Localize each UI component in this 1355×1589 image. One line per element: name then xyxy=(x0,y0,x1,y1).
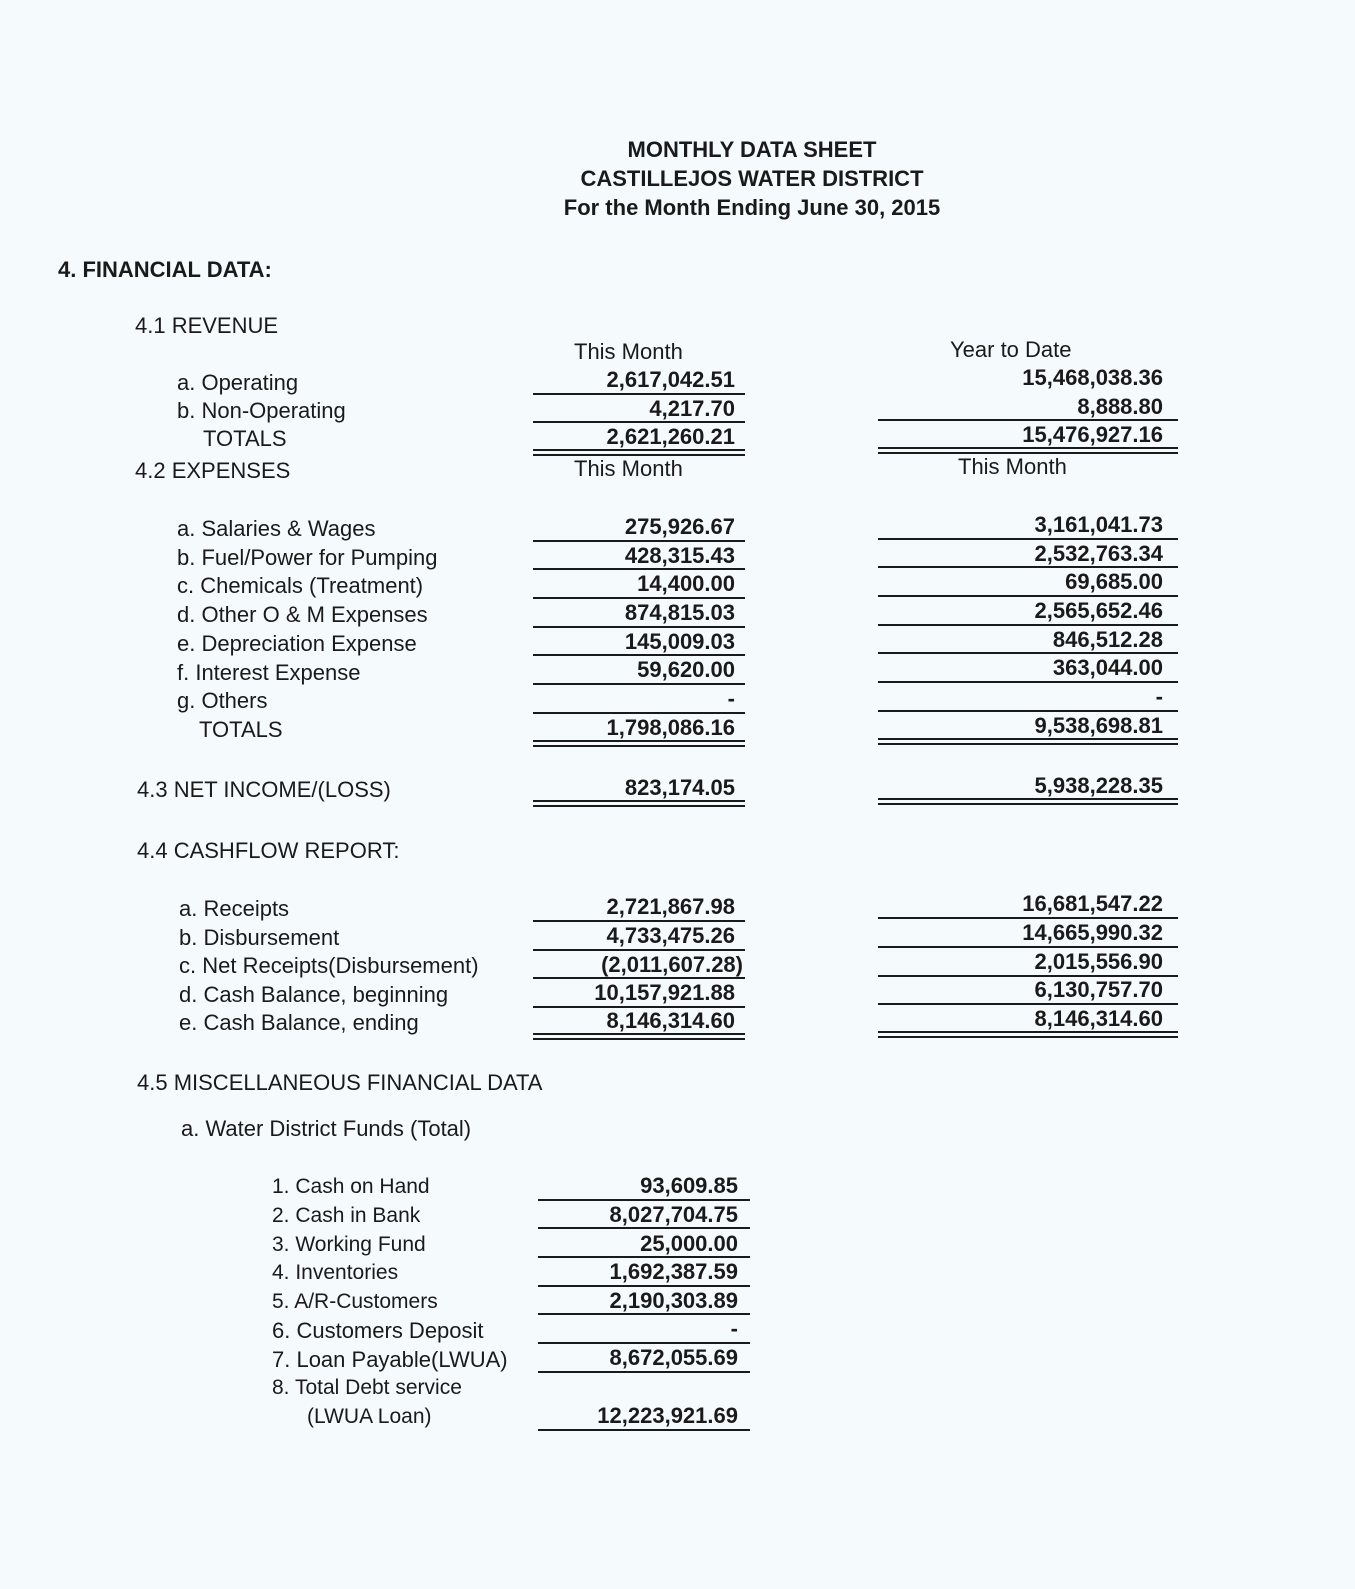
rule xyxy=(538,1313,750,1315)
row-ytd-value: 69,685.00 xyxy=(1065,569,1163,594)
rule xyxy=(878,946,1178,948)
row-label: f. Interest Expense xyxy=(177,660,361,685)
row-value: 8,027,704.75 xyxy=(609,1202,738,1227)
row-month-value: - xyxy=(727,686,735,711)
rule xyxy=(538,1342,750,1344)
row-ytd-value: 16,681,547.22 xyxy=(1022,891,1163,916)
rule xyxy=(878,652,1178,654)
row-value: 8,672,055.69 xyxy=(609,1345,738,1370)
row-month-value: 145,009.03 xyxy=(624,629,735,654)
row-label: 4. Inventories xyxy=(272,1261,399,1284)
row-value: 93,609.85 xyxy=(640,1173,738,1198)
row-month-value: 275,926.67 xyxy=(624,514,735,539)
row-month-value: 4,217.70 xyxy=(649,396,735,421)
revenue-title: 4.1 REVENUE xyxy=(135,313,279,338)
expenses-title: 4.2 EXPENSES xyxy=(135,458,291,483)
double-rule xyxy=(533,449,745,456)
rule xyxy=(538,1256,750,1258)
row-value: 1,692,387.59 xyxy=(609,1259,738,1284)
rule xyxy=(538,1199,750,1201)
row-label: b. Non-Operating xyxy=(177,398,346,423)
rule xyxy=(533,597,745,599)
misc-subtitle: a. Water District Funds (Total) xyxy=(181,1116,472,1141)
double-rule xyxy=(533,740,745,747)
rule xyxy=(878,538,1178,540)
row-value: 25,000.00 xyxy=(640,1231,738,1256)
row-label: 2. Cash in Bank xyxy=(272,1204,421,1227)
rule xyxy=(878,566,1178,568)
sheet-title: MONTHLY DATA SHEET xyxy=(627,137,877,162)
revenue-col-month: This Month xyxy=(574,339,683,364)
rule xyxy=(538,1429,750,1431)
rule xyxy=(533,683,745,685)
revenue-col-ytd: Year to Date xyxy=(950,337,1072,362)
row-month-value: 59,620.00 xyxy=(637,657,735,682)
row-ytd-value: - xyxy=(1155,684,1163,709)
row-label: 1. Cash on Hand xyxy=(272,1175,430,1198)
row-label: c. Net Receipts(Disbursement) xyxy=(179,953,479,978)
row-month-value: 10,157,921.88 xyxy=(594,980,735,1005)
rule xyxy=(533,568,745,570)
rule xyxy=(538,1285,750,1287)
rule xyxy=(878,681,1178,683)
row-label: d. Cash Balance, beginning xyxy=(179,982,449,1007)
rule xyxy=(533,977,745,979)
row-label: 3. Working Fund xyxy=(272,1233,426,1256)
row-ytd-value: 846,512.28 xyxy=(1052,627,1163,652)
double-rule xyxy=(878,798,1178,805)
totals-ytd-value: 15,476,927.16 xyxy=(1022,422,1163,447)
totals-ytd-value: 9,538,698.81 xyxy=(1034,713,1163,738)
row-value: 2,190,303.89 xyxy=(609,1288,738,1313)
totals-label: TOTALS xyxy=(199,717,283,742)
totals-label: TOTALS xyxy=(203,426,287,451)
rule xyxy=(533,540,745,542)
misc-title: 4.5 MISCELLANEOUS FINANCIAL DATA xyxy=(137,1070,543,1095)
cashflow-title: 4.4 CASHFLOW REPORT: xyxy=(137,838,400,863)
row-label: b. Fuel/Power for Pumping xyxy=(177,545,438,570)
row-month-value: 428,315.43 xyxy=(624,543,735,568)
rule xyxy=(533,421,745,423)
row-label: a. Receipts xyxy=(179,896,290,921)
row-month-value: 2,721,867.98 xyxy=(606,894,735,919)
totals-month-value: 2,621,260.21 xyxy=(606,424,735,449)
row-ytd-value: 8,146,314.60 xyxy=(1034,1006,1163,1031)
row-ytd-value: 6,130,757.70 xyxy=(1034,977,1163,1002)
row-month-value: 2,617,042.51 xyxy=(606,367,735,392)
rule xyxy=(538,1227,750,1229)
double-rule xyxy=(878,738,1178,745)
row-label: 7. Loan Payable(LWUA) xyxy=(272,1347,508,1372)
row-label: c. Chemicals (Treatment) xyxy=(177,573,424,598)
net-income-month-value: 823,174.05 xyxy=(624,775,735,800)
rule xyxy=(878,595,1178,597)
row-label: e. Depreciation Expense xyxy=(177,631,417,656)
row-label: a. Operating xyxy=(177,370,299,395)
rule xyxy=(533,626,745,628)
row-month-value: 8,146,314.60 xyxy=(606,1008,735,1033)
row-ytd-value: 8,888.80 xyxy=(1077,394,1163,419)
row-label: 6. Customers Deposit xyxy=(272,1318,484,1343)
net-income-ytd-value: 5,938,228.35 xyxy=(1034,773,1163,798)
rule xyxy=(533,712,745,714)
row-label: (LWUA Loan) xyxy=(307,1405,432,1428)
row-month-value: 14,400.00 xyxy=(637,571,735,596)
rule xyxy=(538,1371,750,1373)
rule xyxy=(878,419,1178,421)
rule xyxy=(878,624,1178,626)
double-rule xyxy=(878,447,1178,454)
row-value: - xyxy=(730,1316,738,1341)
row-ytd-value: 2,015,556.90 xyxy=(1034,949,1163,974)
rule xyxy=(878,1003,1178,1005)
rule xyxy=(533,920,745,922)
row-label: g. Others xyxy=(177,688,268,713)
rule xyxy=(533,393,745,395)
row-ytd-value: 363,044.00 xyxy=(1052,655,1163,680)
row-ytd-value: 2,565,652.46 xyxy=(1034,598,1163,623)
row-month-value: 874,815.03 xyxy=(624,600,735,625)
row-label: 8. Total Debt service xyxy=(272,1376,462,1399)
district-name: CASTILLEJOS WATER DISTRICT xyxy=(580,166,924,191)
row-label: a. Salaries & Wages xyxy=(177,516,376,541)
row-value: 12,223,921.69 xyxy=(597,1403,738,1428)
double-rule xyxy=(533,800,745,807)
period-line: For the Month Ending June 30, 2015 xyxy=(563,195,941,220)
row-ytd-value: 2,532,763.34 xyxy=(1034,541,1163,566)
row-month-value: (2,011,607.28) xyxy=(601,952,743,977)
row-ytd-value: 3,161,041.73 xyxy=(1034,512,1163,537)
row-label: d. Other O & M Expenses xyxy=(177,602,428,627)
row-label: 5. A/R-Customers xyxy=(272,1290,438,1313)
rule xyxy=(533,654,745,656)
rule xyxy=(533,949,745,951)
row-label: e. Cash Balance, ending xyxy=(179,1010,419,1035)
section-title: 4. FINANCIAL DATA: xyxy=(58,257,272,282)
row-label: b. Disbursement xyxy=(179,925,340,950)
double-rule xyxy=(533,1033,745,1040)
rule xyxy=(878,917,1178,919)
double-rule xyxy=(878,1031,1178,1038)
row-month-value: 4,733,475.26 xyxy=(606,923,735,948)
rule xyxy=(878,710,1178,712)
net-income-label: 4.3 NET INCOME/(LOSS) xyxy=(137,777,391,802)
totals-month-value: 1,798,086.16 xyxy=(606,715,735,740)
row-ytd-value: 14,665,990.32 xyxy=(1022,920,1163,945)
expenses-col-ytd: This Month xyxy=(958,454,1067,479)
row-ytd-value: 15,468,038.36 xyxy=(1022,365,1163,390)
expenses-col-month: This Month xyxy=(574,456,683,481)
